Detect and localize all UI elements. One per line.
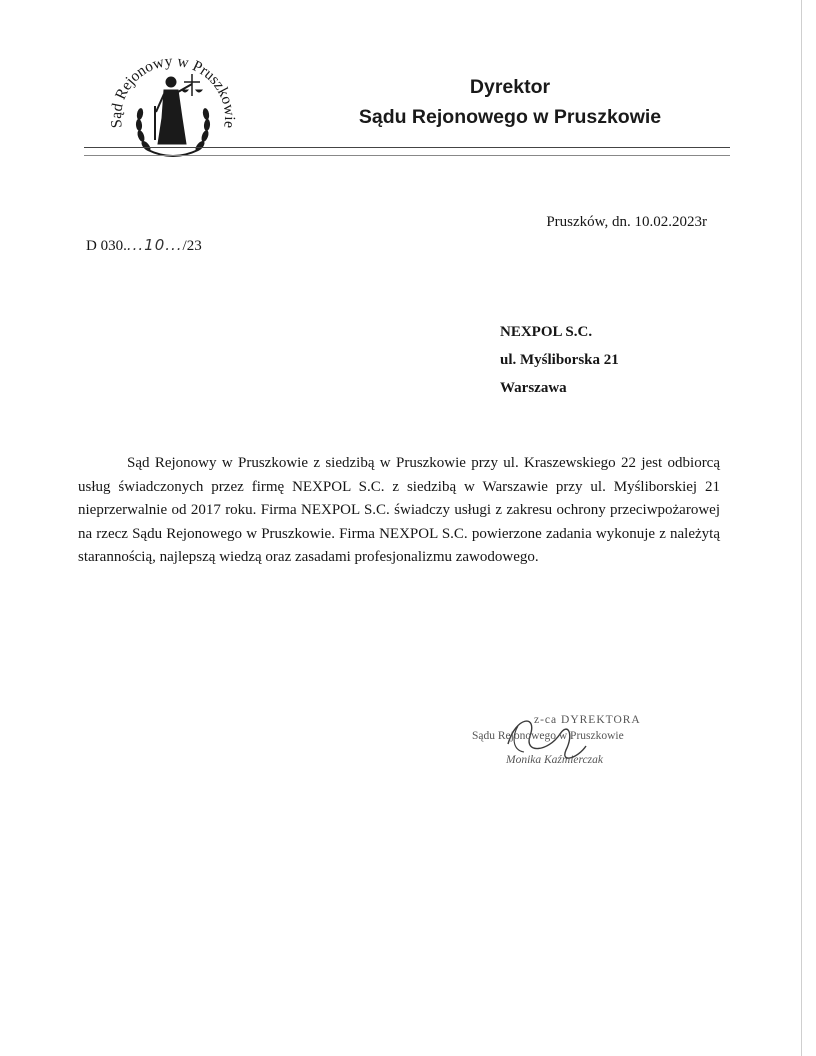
ref-suffix: /23 (182, 238, 202, 254)
ref-number-handwritten: ...10... (126, 236, 183, 254)
letterhead-title (300, 72, 720, 132)
seal-text: Sąd Rejonowy w Pruszkowie (107, 52, 239, 130)
ref-prefix: D 030. (86, 238, 127, 254)
signatory-role: z-ca DYREKTORA (534, 714, 641, 726)
header-divider (84, 147, 730, 148)
signature-text (472, 712, 662, 768)
justice-seal-icon (106, 46, 240, 180)
letter-body: Sąd Rejonowy w Pruszkowie z siedzibą w Pruszkowie przy ul. Kraszewskiego 22 jest odbiorcą usług świadczonych przez firmę NEXPOL S.C. z siedzibą w Warszawie przy ul. Myśliborskiej 21 nieprzerwalnie od 2017 roku. Firma NEXPOL S.C. świadczy usługi z zakresu ochrony przeciwpożarowej na rzecz Sądu Rejonowego w Pruszkowie. Firma NEXPOL S.C. powierzone zadania wykonuje z należytą starannością, najlepszą wiedzą oraz zasadami profesjonalizmu zawodowego. (78, 455, 720, 565)
recipient-city: Warszawa (500, 380, 567, 396)
signatory-name: Monika Kaźmierczak (506, 754, 603, 766)
court-seal (106, 46, 240, 180)
title-director: Dyrektor (469, 76, 551, 98)
reference-number (86, 236, 202, 255)
signatory-institution: Sądu Rejonowego w Pruszkowie (472, 730, 624, 742)
letter-date: Pruszków, dn. 10.02.2023r (546, 214, 707, 230)
page-edge (801, 0, 802, 1056)
header-divider-secondary (84, 155, 730, 156)
recipient-name: NEXPOL S.C. (500, 324, 593, 340)
title-court: Sądu Rejonowego w Pruszkowie (358, 106, 662, 128)
recipient-address (500, 318, 619, 402)
recipient-street: ul. Myśliborska 21 (500, 352, 619, 368)
